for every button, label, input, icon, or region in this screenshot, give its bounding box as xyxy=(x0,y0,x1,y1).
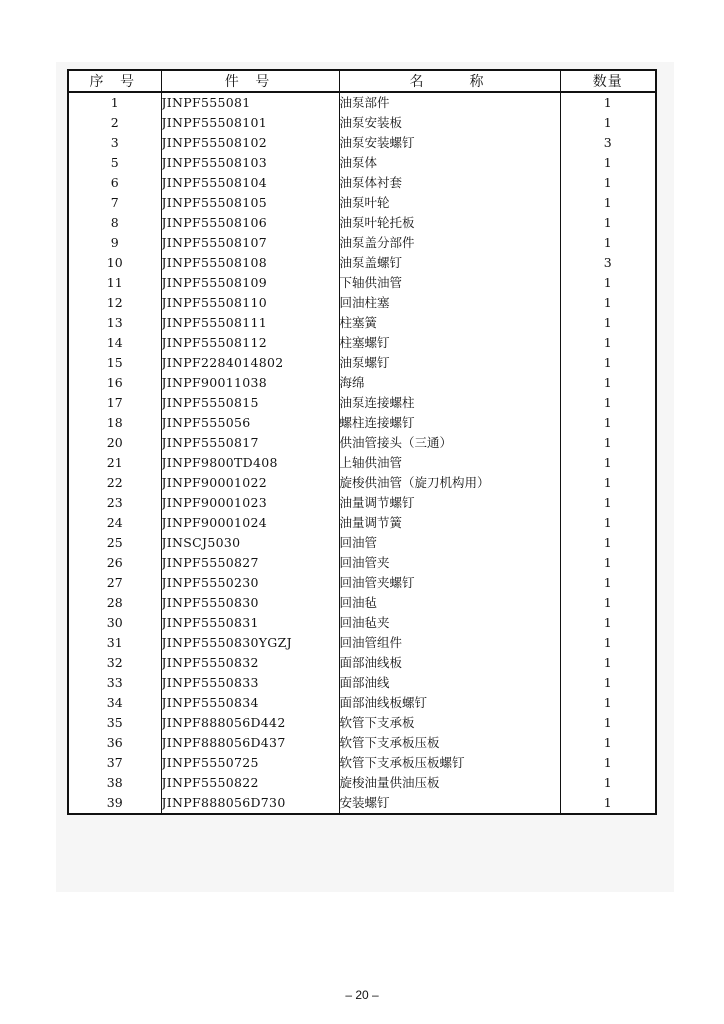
table-row xyxy=(68,473,656,493)
row-quantity: 1 xyxy=(560,273,656,293)
row-quantity: 1 xyxy=(560,333,656,353)
row-name: 油量调节簧 xyxy=(339,513,560,533)
table-row xyxy=(68,253,656,273)
row-name: 回油毡夹 xyxy=(339,613,560,633)
row-name: 回油管夹 xyxy=(339,553,560,573)
row-no: 21 xyxy=(68,453,161,473)
row-name: 旋梭供油管（旋刀机构用） xyxy=(339,473,560,493)
row-part-number: JINPF888056D442 xyxy=(161,713,339,733)
row-quantity: 1 xyxy=(560,513,656,533)
row-name: 油泵叶轮托板 xyxy=(339,213,560,233)
header-quantity: 数量 xyxy=(560,70,656,92)
row-quantity: 1 xyxy=(560,353,656,373)
row-name: 柱塞螺钉 xyxy=(339,333,560,353)
table-row xyxy=(68,553,656,573)
row-no: 38 xyxy=(68,773,161,793)
row-part-number: JINPF55508109 xyxy=(161,273,339,293)
row-quantity: 1 xyxy=(560,713,656,733)
row-quantity: 1 xyxy=(560,773,656,793)
row-name: 油泵叶轮 xyxy=(339,193,560,213)
row-quantity: 1 xyxy=(560,233,656,253)
row-part-number: JINPF555081 xyxy=(161,92,339,113)
row-name: 油泵盖螺钉 xyxy=(339,253,560,273)
row-name: 油泵连接螺柱 xyxy=(339,393,560,413)
table-row xyxy=(68,313,656,333)
table-row xyxy=(68,133,656,153)
row-part-number: JINPF90001022 xyxy=(161,473,339,493)
row-name: 安装螺钉 xyxy=(339,793,560,814)
row-name: 回油管夹螺钉 xyxy=(339,573,560,593)
row-quantity: 1 xyxy=(560,653,656,673)
row-quantity: 1 xyxy=(560,113,656,133)
row-name: 海绵 xyxy=(339,373,560,393)
row-no: 8 xyxy=(68,213,161,233)
row-name: 供油管接头（三通） xyxy=(339,433,560,453)
row-part-number: JINPF5550832 xyxy=(161,653,339,673)
row-part-number: JINPF55508108 xyxy=(161,253,339,273)
table-row xyxy=(68,693,656,713)
row-name: 螺柱连接螺钉 xyxy=(339,413,560,433)
row-name: 回油管 xyxy=(339,533,560,553)
table-row xyxy=(68,213,656,233)
row-no: 35 xyxy=(68,713,161,733)
row-quantity: 1 xyxy=(560,293,656,313)
parts-table xyxy=(67,69,657,815)
row-name: 下轴供油管 xyxy=(339,273,560,293)
row-name: 软管下支承板 xyxy=(339,713,560,733)
table-row xyxy=(68,753,656,773)
row-no: 3 xyxy=(68,133,161,153)
row-name: 油泵部件 xyxy=(339,92,560,113)
row-no: 9 xyxy=(68,233,161,253)
table-row xyxy=(68,113,656,133)
row-no: 1 xyxy=(68,92,161,113)
row-name: 面部油线板螺钉 xyxy=(339,693,560,713)
row-name: 上轴供油管 xyxy=(339,453,560,473)
row-no: 31 xyxy=(68,633,161,653)
row-quantity: 1 xyxy=(560,173,656,193)
header-part-number: 件 号 xyxy=(161,70,339,92)
row-no: 6 xyxy=(68,173,161,193)
row-name: 油泵安装螺钉 xyxy=(339,133,560,153)
row-quantity: 1 xyxy=(560,213,656,233)
row-name: 面部油线 xyxy=(339,673,560,693)
row-no: 30 xyxy=(68,613,161,633)
row-quantity: 1 xyxy=(560,413,656,433)
table-row xyxy=(68,713,656,733)
row-quantity: 3 xyxy=(560,253,656,273)
row-no: 23 xyxy=(68,493,161,513)
row-part-number: JINPF5550817 xyxy=(161,433,339,453)
table-header xyxy=(68,70,656,92)
row-no: 13 xyxy=(68,313,161,333)
table-row xyxy=(68,413,656,433)
row-no: 28 xyxy=(68,593,161,613)
row-no: 39 xyxy=(68,793,161,814)
row-part-number: JINPF55508102 xyxy=(161,133,339,153)
row-part-number: JINPF5550833 xyxy=(161,673,339,693)
row-no: 15 xyxy=(68,353,161,373)
row-name: 软管下支承板压板 xyxy=(339,733,560,753)
row-name: 回油柱塞 xyxy=(339,293,560,313)
row-quantity: 1 xyxy=(560,153,656,173)
table-row xyxy=(68,573,656,593)
row-part-number: JINPF5550834 xyxy=(161,693,339,713)
table-row xyxy=(68,533,656,553)
row-quantity: 1 xyxy=(560,693,656,713)
row-no: 22 xyxy=(68,473,161,493)
row-quantity: 1 xyxy=(560,373,656,393)
row-quantity: 1 xyxy=(560,92,656,113)
table-row xyxy=(68,493,656,513)
table-row xyxy=(68,173,656,193)
table-row xyxy=(68,673,656,693)
row-no: 5 xyxy=(68,153,161,173)
row-part-number: JINPF5550230 xyxy=(161,573,339,593)
row-quantity: 1 xyxy=(560,573,656,593)
row-no: 26 xyxy=(68,553,161,573)
header-no: 序 号 xyxy=(68,70,161,92)
table-row xyxy=(68,153,656,173)
table-row xyxy=(68,92,656,113)
row-part-number: JINPF5550830 xyxy=(161,593,339,613)
row-no: 24 xyxy=(68,513,161,533)
table-row xyxy=(68,633,656,653)
row-no: 17 xyxy=(68,393,161,413)
row-part-number: JINPF5550822 xyxy=(161,773,339,793)
row-part-number: JINPF55508104 xyxy=(161,173,339,193)
row-quantity: 1 xyxy=(560,613,656,633)
table-row xyxy=(68,233,656,253)
row-no: 37 xyxy=(68,753,161,773)
row-quantity: 1 xyxy=(560,673,656,693)
row-part-number: JINPF5550831 xyxy=(161,613,339,633)
row-part-number: JINPF55508105 xyxy=(161,193,339,213)
table-row xyxy=(68,653,656,673)
row-part-number: JINSCJ5030 xyxy=(161,533,339,553)
row-no: 10 xyxy=(68,253,161,273)
row-no: 2 xyxy=(68,113,161,133)
row-name: 回油管组件 xyxy=(339,633,560,653)
row-part-number: JINPF55508103 xyxy=(161,153,339,173)
row-no: 33 xyxy=(68,673,161,693)
row-part-number: JINPF55508110 xyxy=(161,293,339,313)
row-name: 油泵体 xyxy=(339,153,560,173)
table-row xyxy=(68,613,656,633)
row-quantity: 1 xyxy=(560,633,656,653)
table-row xyxy=(68,293,656,313)
row-no: 11 xyxy=(68,273,161,293)
row-no: 27 xyxy=(68,573,161,593)
table-row xyxy=(68,273,656,293)
row-name: 油量调节螺钉 xyxy=(339,493,560,513)
table-row xyxy=(68,453,656,473)
row-quantity: 1 xyxy=(560,553,656,573)
row-quantity: 1 xyxy=(560,733,656,753)
table-row xyxy=(68,433,656,453)
row-part-number: JINPF2284014802 xyxy=(161,353,339,373)
row-name: 旋梭油量供油压板 xyxy=(339,773,560,793)
row-part-number: JINPF5550725 xyxy=(161,753,339,773)
row-quantity: 1 xyxy=(560,453,656,473)
row-part-number: JINPF5550827 xyxy=(161,553,339,573)
row-part-number: JINPF5550815 xyxy=(161,393,339,413)
row-part-number: JINPF90001023 xyxy=(161,493,339,513)
row-quantity: 1 xyxy=(560,533,656,553)
table-row xyxy=(68,193,656,213)
row-name: 面部油线板 xyxy=(339,653,560,673)
row-name: 柱塞簧 xyxy=(339,313,560,333)
table-row xyxy=(68,373,656,393)
table-row xyxy=(68,353,656,373)
row-no: 16 xyxy=(68,373,161,393)
table-row xyxy=(68,333,656,353)
header-name: 名 称 xyxy=(339,70,560,92)
row-no: 18 xyxy=(68,413,161,433)
table-row xyxy=(68,393,656,413)
row-no: 36 xyxy=(68,733,161,753)
row-quantity: 1 xyxy=(560,193,656,213)
row-part-number: JINPF9800TD408 xyxy=(161,453,339,473)
table-row xyxy=(68,793,656,814)
row-part-number: JINPF888056D730 xyxy=(161,793,339,814)
row-no: 7 xyxy=(68,193,161,213)
row-no: 25 xyxy=(68,533,161,553)
table-row xyxy=(68,773,656,793)
row-no: 32 xyxy=(68,653,161,673)
row-part-number: JINPF55508107 xyxy=(161,233,339,253)
row-part-number: JINPF55508112 xyxy=(161,333,339,353)
row-quantity: 1 xyxy=(560,593,656,613)
row-part-number: JINPF5550830YGZJ xyxy=(161,633,339,653)
row-no: 12 xyxy=(68,293,161,313)
row-name: 回油毡 xyxy=(339,593,560,613)
page-number: – 20 – xyxy=(345,988,379,1002)
table-row xyxy=(68,733,656,753)
row-name: 软管下支承板压板螺钉 xyxy=(339,753,560,773)
row-no: 34 xyxy=(68,693,161,713)
row-part-number: JINPF888056D437 xyxy=(161,733,339,753)
row-quantity: 1 xyxy=(560,753,656,773)
row-name: 油泵螺钉 xyxy=(339,353,560,373)
row-part-number: JINPF555056 xyxy=(161,413,339,433)
table-row xyxy=(68,593,656,613)
row-part-number: JINPF55508111 xyxy=(161,313,339,333)
row-name: 油泵盖分部件 xyxy=(339,233,560,253)
row-quantity: 1 xyxy=(560,313,656,333)
row-part-number: JINPF55508106 xyxy=(161,213,339,233)
table-body xyxy=(68,92,656,814)
row-no: 20 xyxy=(68,433,161,453)
row-quantity: 1 xyxy=(560,473,656,493)
row-part-number: JINPF90001024 xyxy=(161,513,339,533)
row-quantity: 1 xyxy=(560,493,656,513)
row-quantity: 3 xyxy=(560,133,656,153)
row-part-number: JINPF90011038 xyxy=(161,373,339,393)
row-quantity: 1 xyxy=(560,393,656,413)
row-no: 14 xyxy=(68,333,161,353)
row-quantity: 1 xyxy=(560,793,656,814)
row-quantity: 1 xyxy=(560,433,656,453)
row-name: 油泵体衬套 xyxy=(339,173,560,193)
row-part-number: JINPF55508101 xyxy=(161,113,339,133)
table-row xyxy=(68,513,656,533)
row-name: 油泵安装板 xyxy=(339,113,560,133)
